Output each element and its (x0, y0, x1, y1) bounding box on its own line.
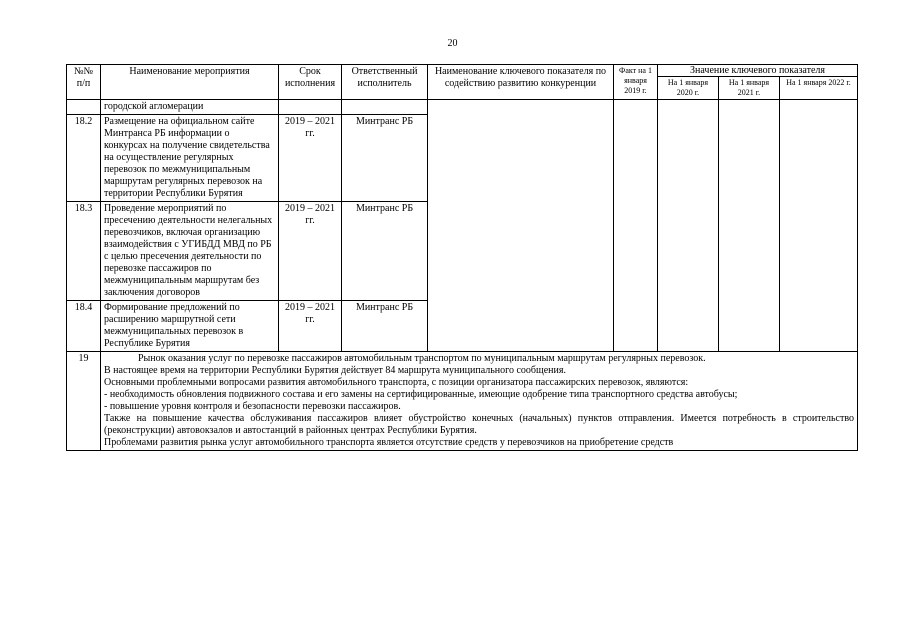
section-19-paragraph: Проблемами развития рынка услуг автомобильного транспорта является отсутствие средств у перевозчиков на приобретение средств (104, 437, 674, 448)
header-fact: Факт на 1 января 2019 г. (614, 65, 658, 100)
section-19-num: 19 (67, 352, 101, 451)
header-row (67, 65, 858, 77)
section-19-paragraph: Рынок оказания услуг по перевозке пассажиров автомобильным транспортом по муниципальным маршрутам регулярных перевозок. (138, 353, 706, 364)
indicator-cell (428, 100, 614, 352)
section-19-paragraph: Также на повышение качества обслуживания пассажиров влияет обустройство конечных (начальных) пунктов отправления. Имеется потребность в строительство (реконструкции) автовокзалов и автостанций в районных центрах Республики Бурятия. (104, 413, 855, 436)
row-responsible: Минтранс РБ (342, 115, 428, 202)
row-num: 18.2 (67, 115, 101, 202)
header-name: Наименование мероприятия (101, 65, 279, 100)
section-19-paragraph: - необходимость обновления подвижного состава и его замены на сертифицированные, имеющие одобрение типа транспортного средства автобусы; (104, 389, 738, 400)
row-term: 2019 – 2021 гг. (279, 115, 342, 202)
section-19-paragraph: В настоящее время на территории Республики Бурятия действует 84 маршрута муниципального сообщения. (104, 365, 566, 376)
row-num: 18.3 (67, 202, 101, 301)
value-2020-cell (658, 100, 719, 352)
row-term: 2019 – 2021 гг. (279, 202, 342, 301)
row-num: 18.4 (67, 301, 101, 352)
header-2020: На 1 января 2020 г. (658, 77, 719, 100)
continuation-text: городской агломерации (101, 100, 279, 115)
header-2021: На 1 января 2021 г. (719, 77, 780, 100)
section-19-text (101, 352, 858, 451)
section-19-paragraph: Основными проблемными вопросами развития автомобильного транспорта, с позиции организатора пассажирских перевозок, являются: (104, 377, 689, 388)
section-19-paragraph: - повышение уровня контроля и безопасности перевозки пассажиров. (104, 401, 401, 412)
measures-table (66, 64, 858, 451)
fact-cell (614, 100, 658, 352)
row-responsible: Минтранс РБ (342, 301, 428, 352)
header-2022: На 1 января 2022 г. (780, 77, 858, 100)
row-responsible: Минтранс РБ (342, 202, 428, 301)
section-19-row (67, 352, 858, 451)
value-2021-cell (719, 100, 780, 352)
page-number: 20 (447, 38, 458, 49)
header-term: Срок исполнения (279, 65, 342, 100)
row-name: Формирование предложений по расширению маршрутной сети межмуниципальных перевозок в Республике Бурятия (101, 301, 279, 352)
header-num: №№ п/п (67, 65, 101, 100)
row-term: 2019 – 2021 гг. (279, 301, 342, 352)
header-indicator: Наименование ключевого показателя по содействию развитию конкуренции (428, 65, 614, 100)
continuation-row (67, 100, 858, 115)
continuation-num (67, 100, 101, 115)
row-name: Проведение мероприятий по пресечению деятельности нелегальных перевозчиков, включая организацию взаимодействия с УГИБДД МВД по РБ с целью пресечения деятельности по перевозке пассажиров по межмуниципальным маршрутам без заключения договоров (101, 202, 279, 301)
row-name: Размещение на официальном сайте Минтранса РБ информации о конкурсах на получение свидетельства на осуществление регулярных перевозок по межмуниципальным маршрутам регулярных перевозок на территории Республики Бурятия (101, 115, 279, 202)
value-2022-cell (780, 100, 858, 352)
header-responsible: Ответственный исполнитель (342, 65, 428, 100)
header-value-group: Значение ключевого показателя (658, 65, 858, 77)
